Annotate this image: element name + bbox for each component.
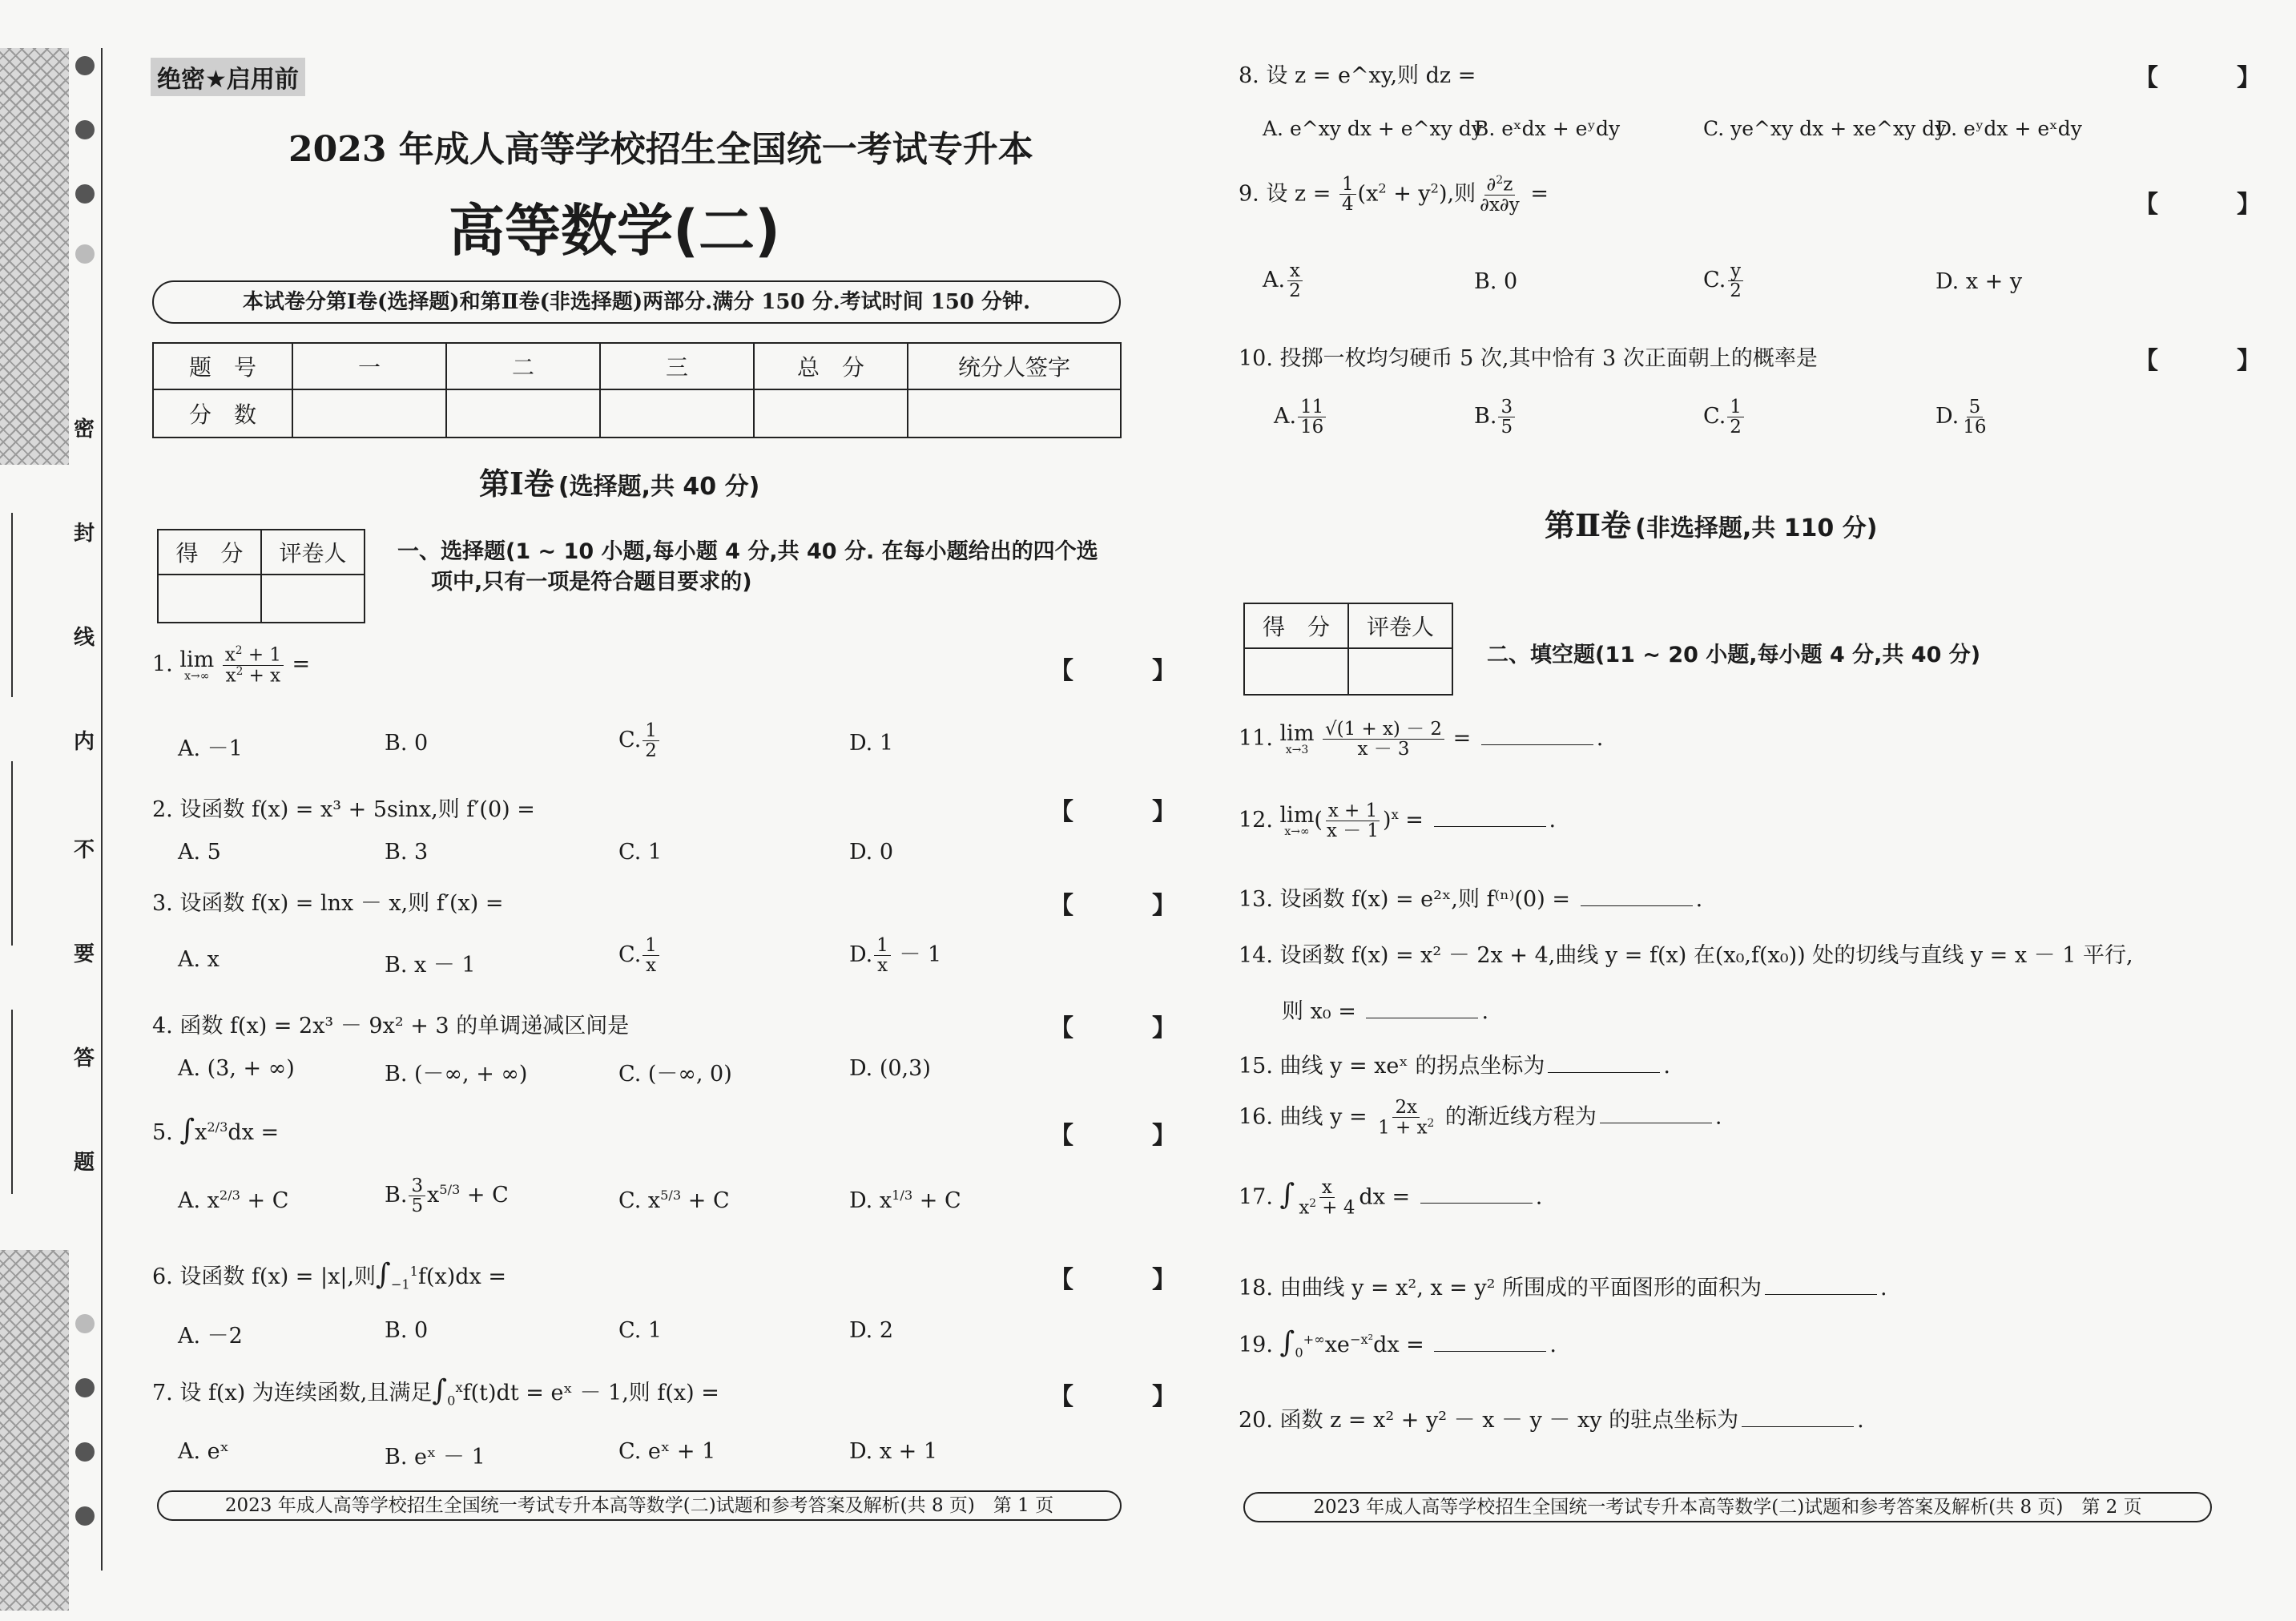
score-cell[interactable] — [600, 389, 754, 438]
score-cell[interactable] — [908, 389, 1121, 438]
fill-question-13: 13. 设函数 f(x) = e²ˣ,则 f⁽ⁿ⁾(0) = . — [1239, 881, 1702, 913]
margin-hatch-bottom — [0, 1250, 69, 1611]
fill-question-20: 20. 函数 z = x² + y² － x － y － xy 的驻点坐标为 . — [1239, 1402, 1864, 1433]
seal-char: 题 — [74, 1151, 95, 1175]
punch-hole — [75, 1378, 95, 1397]
answer-blank[interactable] — [1434, 1329, 1546, 1352]
seal-char: 封 — [74, 522, 95, 546]
q9-option-c[interactable]: C. $\frac{y}{2}$ — [1703, 261, 1746, 300]
section1-title-line2: 项中,只有一项是符合题目要求的) — [431, 570, 752, 595]
answer-blank[interactable] — [1434, 804, 1546, 827]
answer-bracket[interactable]: 【 】 — [2134, 191, 2288, 219]
q3-option-c[interactable]: C. $\frac{1}{x}$ — [618, 936, 661, 975]
q4-option-d[interactable]: D. (0,3) — [849, 1056, 931, 1081]
part1-subtitle: (选择题,共 40 分) — [558, 473, 760, 501]
answer-bracket[interactable]: 【 】 — [1049, 1266, 1203, 1294]
q7-option-a[interactable]: A. eˣ — [178, 1439, 230, 1464]
q8-option-c[interactable]: C. ye^xy dx + xe^xy dy — [1703, 117, 1947, 140]
q9-option-d[interactable]: D. x + y — [1935, 269, 2023, 294]
answer-blank[interactable] — [1420, 1181, 1533, 1204]
q1-option-d[interactable]: D. 1 — [849, 731, 894, 756]
grader-name-label: 评卷人 — [1348, 603, 1452, 648]
section2-title: 二、填空题(11 ~ 20 小题,每小题 4 分,共 40 分) — [1487, 643, 1981, 667]
q5-option-d[interactable]: D. $x^{1/3} + C$ — [849, 1188, 961, 1213]
fill-question-19: 19. $\int_0^{+\infty}xe^{-x^2}dx$ = . — [1239, 1326, 1557, 1361]
part2-title: 第Ⅱ卷 — [1545, 507, 1632, 543]
question-2: 2. 设函数 f(x) = x³ + 5sinx,则 f′(0) = — [152, 797, 535, 822]
answer-blank[interactable] — [1765, 1272, 1877, 1295]
punch-hole — [75, 1442, 95, 1462]
q5-option-c[interactable]: C. $x^{5/3} + C$ — [618, 1188, 730, 1213]
question-6: 6. 设函数 f(x) = |x|,则$\int_{-1}^1f(x)dx$ = — [152, 1258, 506, 1292]
answer-bracket[interactable]: 【 】 — [1049, 657, 1203, 685]
score-header-cell: 一 — [292, 343, 446, 389]
answer-blank[interactable] — [1548, 1050, 1660, 1073]
fill-question-18: 18. 由曲线 y = x², x = y² 所围成的平面图形的面积为 . — [1239, 1270, 1887, 1301]
fill-question-14-cont: 则 x₀ = . — [1282, 994, 1488, 1025]
answer-blank[interactable] — [1366, 996, 1478, 1018]
q7-option-d[interactable]: D. x + 1 — [849, 1439, 938, 1464]
subject-title: 高等数学(二) — [449, 198, 780, 264]
q9-option-b[interactable]: B. 0 — [1474, 269, 1518, 294]
grader-score-cell[interactable] — [158, 575, 261, 623]
q7-option-c[interactable]: C. eˣ + 1 — [618, 1439, 716, 1464]
question-5: 5. $\int x^{2/3}dx$ = — [152, 1114, 280, 1147]
answer-bracket[interactable]: 【 】 — [1049, 798, 1203, 826]
margin-hatch-top — [0, 48, 69, 465]
grader-name-label: 评卷人 — [261, 530, 365, 575]
q2-option-c[interactable]: C. 1 — [618, 840, 663, 865]
q8-option-a[interactable]: A. e^xy dx + e^xy dy — [1263, 117, 1483, 140]
q3-option-b[interactable]: B. x － 1 — [385, 953, 476, 978]
grader-box-1 — [157, 529, 365, 623]
q4-option-a[interactable]: A. (3, + ∞) — [178, 1056, 295, 1081]
q8-option-b[interactable]: B. eˣdx + eʸdy — [1474, 117, 1621, 140]
punch-hole — [75, 184, 95, 204]
grader-score-cell[interactable] — [1244, 648, 1348, 695]
answer-blank[interactable] — [1742, 1405, 1854, 1427]
confidential-label: 绝密★启用前 — [151, 58, 305, 96]
seal-char: 不 — [74, 838, 95, 862]
part1-title: 第Ⅰ卷 — [479, 466, 554, 502]
q10-option-a[interactable]: A. $\frac{11}{16}$ — [1274, 397, 1327, 437]
footer-page-2: 2023 年成人高等学校招生全国统一考试专升本高等数学(二)试题和参考答案及解析(共 8 页) 第 2 页 — [1243, 1492, 2212, 1522]
q2-option-a[interactable]: A. 5 — [178, 840, 221, 865]
answer-bracket[interactable]: 【 】 — [1049, 1122, 1203, 1150]
footer-page-1: 2023 年成人高等学校招生全国统一考试专升本高等数学(二)试题和参考答案及解析(共 8 页) 第 1 页 — [157, 1490, 1122, 1521]
exam-notice: 本试卷分第Ⅰ卷(选择题)和第Ⅱ卷(非选择题)两部分.满分 150 分.考试时间 150 分钟. — [152, 280, 1121, 324]
answer-bracket[interactable]: 【 】 — [1049, 1014, 1203, 1042]
part1-heading — [479, 459, 759, 503]
part2-subtitle: (非选择题,共 110 分) — [1635, 514, 1878, 542]
grader-name-cell[interactable] — [1348, 648, 1452, 695]
grader-score-label: 得 分 — [1244, 603, 1348, 648]
q9-option-a[interactable]: A. $\frac{x}{2}$ — [1263, 261, 1305, 300]
q10-option-d[interactable]: D. $\frac{5}{16}$ — [1935, 397, 1987, 438]
question-3: 3. 设函数 f(x) = lnx － x,则 f′(x) = — [152, 891, 504, 916]
q2-option-d[interactable]: D. 0 — [849, 840, 894, 865]
candidate-line[interactable] — [11, 513, 13, 697]
punch-hole — [75, 244, 95, 264]
punch-hole — [75, 1506, 95, 1526]
fill-question-17: 17. ∫ $\frac{x}{x^2 + 4}$ dx = . — [1239, 1177, 1543, 1219]
part2-heading — [1545, 501, 1877, 545]
answer-bracket[interactable]: 【 】 — [2134, 64, 2288, 92]
seal-char: 密 — [74, 417, 95, 442]
fill-question-15: 15. 曲线 y = xeˣ 的拐点坐标为 . — [1239, 1048, 1670, 1079]
score-cell[interactable] — [292, 389, 446, 438]
section1-title-line1: 一、选择题(1 ~ 10 小题,每小题 4 分,共 40 分. 在每小题给出的四个选 — [397, 539, 1098, 564]
q7-option-b[interactable]: B. eˣ － 1 — [385, 1445, 485, 1470]
question-4: 4. 函数 f(x) = 2x³ － 9x² + 3 的单调递减区间是 — [152, 1014, 630, 1038]
answer-blank[interactable] — [1581, 884, 1693, 906]
q8-option-d[interactable]: D. eʸdx + eˣdy — [1935, 117, 2082, 140]
seal-char: 要 — [74, 942, 95, 966]
fill-question-12: 12. lim x→∞ ( $\frac{x + 1}{x - 1}$ )$^x$ = . — [1239, 800, 1557, 842]
score-header-cell: 三 — [600, 343, 754, 389]
question-9: 9. 设 z = $\frac{1}{4}$ $(x^2 + y^2)$,则 $\frac{\partial^2z}{\partial x\partial y}$ = — [1239, 174, 1549, 216]
q4-option-b[interactable]: B. (－∞, + ∞) — [385, 1062, 528, 1087]
candidate-line[interactable] — [11, 761, 13, 946]
score-cell[interactable] — [754, 389, 908, 438]
q3-option-d[interactable]: D. $\frac{1}{x}$ － 1 — [849, 935, 942, 977]
question-7: 7. 设 f(x) 为连续函数,且满足$\int_0^xf(t)dt$ = eˣ － 1,则 f(x) = — [152, 1374, 719, 1409]
seal-char: 线 — [74, 626, 95, 650]
answer-blank[interactable] — [1481, 723, 1593, 745]
q4-option-c[interactable]: C. (－∞, 0) — [618, 1062, 732, 1087]
answer-bracket[interactable]: 【 】 — [1049, 1383, 1203, 1411]
q6-option-b[interactable]: B. 0 — [385, 1318, 429, 1343]
candidate-line[interactable] — [11, 1010, 13, 1194]
q6-option-c[interactable]: C. 1 — [618, 1318, 663, 1343]
score-header-cell: 二 — [446, 343, 600, 389]
binding-line — [101, 48, 103, 1571]
fill-question-14: 14. 设函数 f(x) = x² － 2x + 4,曲线 y = f(x) 在(x₀,f(x₀)) 处的切线与直线 y = x － 1 平行, — [1239, 943, 2133, 968]
q6-option-a[interactable]: A. －2 — [178, 1324, 243, 1349]
score-row-label: 分 数 — [153, 389, 292, 438]
question-1: 1. lim x→∞ $\frac{x^2 + 1}{x^2 + x}$ = — [152, 644, 311, 687]
score-cell[interactable] — [446, 389, 600, 438]
q5-option-b[interactable]: B. $\frac{3}{5}$ $x^{5/3} + C$ — [385, 1175, 509, 1217]
q1-option-c[interactable]: C. $\frac{1}{2}$ — [618, 721, 661, 760]
grader-score-label: 得 分 — [158, 530, 261, 575]
q5-option-a[interactable]: A. $x^{2/3} + C$ — [178, 1188, 289, 1213]
score-table — [152, 342, 1122, 438]
q1-option-a[interactable]: A. －1 — [178, 736, 243, 761]
q6-option-d[interactable]: D. 2 — [849, 1318, 894, 1343]
q10-option-c[interactable]: C. $\frac{1}{2}$ — [1703, 397, 1746, 437]
q3-option-a[interactable]: A. x — [178, 947, 220, 972]
punch-hole — [75, 120, 95, 139]
seal-char: 内 — [74, 730, 95, 754]
punch-hole — [75, 1314, 95, 1333]
section1-title — [397, 537, 1098, 598]
score-header-label: 题 号 — [153, 343, 292, 389]
answer-bracket[interactable]: 【 】 — [2134, 347, 2288, 375]
punch-hole — [75, 56, 95, 75]
fill-question-11: 11. lim x→3 $\frac{√(1 + x) - 2}{x - 3}$ = . — [1239, 719, 1604, 760]
exam-title: 2023 年成人高等学校招生全国统一考试专升本 — [288, 129, 1033, 170]
score-header-cell: 统分人签字 — [908, 343, 1121, 389]
grader-box-2 — [1243, 603, 1453, 696]
fill-question-16: 16. 曲线 y = $\frac{2x}{1 + x^2}$ 的渐近线方程为 . — [1239, 1097, 1722, 1139]
q1-option-b[interactable]: B. 0 — [385, 731, 429, 756]
question-8: 8. 设 z = e^xy,则 dz = — [1239, 63, 1476, 88]
q10-option-b[interactable]: B. $\frac{3}{5}$ — [1474, 397, 1517, 437]
answer-bracket[interactable]: 【 】 — [1049, 892, 1203, 920]
answer-blank[interactable] — [1600, 1101, 1712, 1123]
question-10: 10. 投掷一枚均匀硬币 5 次,其中恰有 3 次正面朝上的概率是 — [1239, 346, 1818, 371]
grader-name-cell[interactable] — [261, 575, 365, 623]
score-header-cell: 总 分 — [754, 343, 908, 389]
q2-option-b[interactable]: B. 3 — [385, 840, 429, 865]
seal-char: 答 — [74, 1046, 95, 1071]
